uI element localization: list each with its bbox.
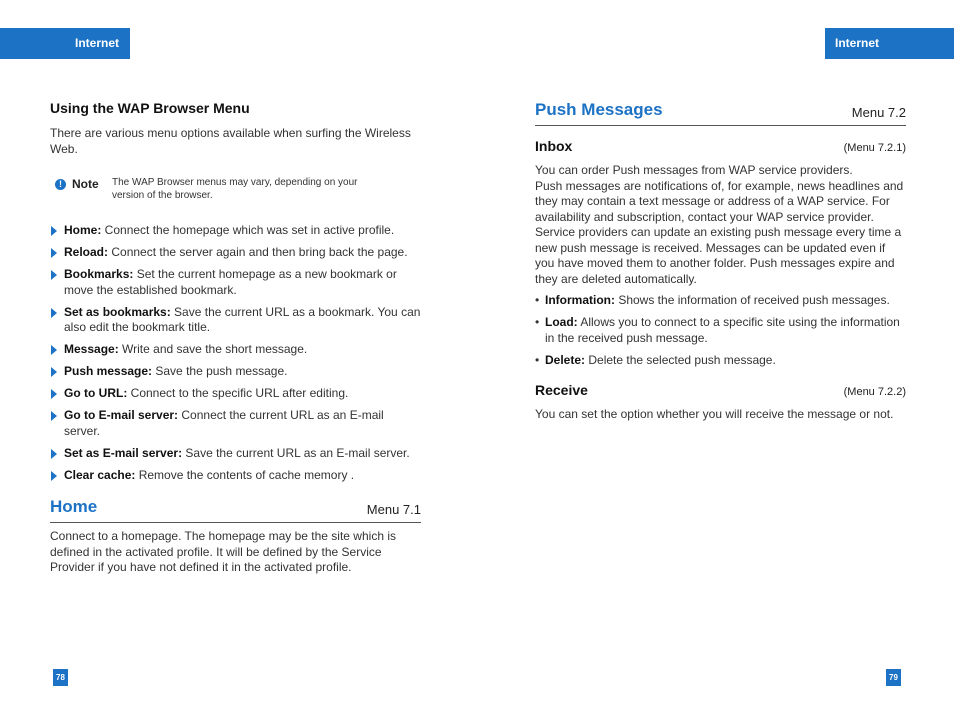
- home-section-header: [50, 497, 421, 523]
- push-messages-header: [535, 100, 906, 126]
- list-item-clear-cache: [50, 468, 421, 484]
- wap-menu-list: [50, 223, 421, 483]
- header-tab-left: [0, 28, 130, 59]
- inbox-paragraph-2: Push messages are notifications of, for example, news headlines and they may contain a text message or address of a WAP service. For availability and subscription, contact your WAP service provider.: [535, 178, 904, 224]
- item-desc: Connect the current URL as an E-mail server.: [64, 408, 384, 438]
- item-label: Clear cache:: [64, 467, 136, 482]
- list-item-push-message: [50, 364, 421, 380]
- list-item-information: [535, 293, 906, 309]
- list-item-delete: [535, 353, 906, 369]
- inbox-menu-number: (Menu 7.2.1): [843, 142, 906, 154]
- list-item-reload: [50, 245, 421, 261]
- receive-text: You can set the option whether you will receive the message or not.: [535, 407, 894, 421]
- triangle-bullet-icon: [51, 367, 57, 377]
- item-desc: Connect to the specific URL after editing.: [127, 386, 349, 400]
- item-desc: Connect the homepage which was set in active profile.: [101, 223, 395, 237]
- wap-menu-heading: Using the WAP Browser Menu: [50, 100, 250, 116]
- item-desc: Shows the information of received push messages.: [615, 293, 890, 307]
- receive-header: [535, 382, 906, 398]
- receive-title: Receive: [535, 382, 588, 398]
- list-item-go-to-email-server: [50, 408, 421, 439]
- item-label: Delete:: [545, 352, 586, 367]
- inbox-option-list: [535, 293, 906, 368]
- item-label: Set as bookmarks:: [64, 304, 171, 319]
- home-section-text: Connect to a homepage. The homepage may be the site which is defined in the activated profile. It will be defined by the Service Provider if you have not defined it in the activated profile.: [50, 529, 396, 574]
- item-desc: Save the current URL as an E-mail server.: [182, 445, 410, 460]
- triangle-bullet-icon: [51, 411, 57, 421]
- inbox-paragraph-3: Service providers can update an existing push message every time a new push message is received. Messages can be updated even if you have moved them to another folder. Push messages expire and they are deleted automatically.: [535, 225, 902, 286]
- push-messages-menu-number: Menu 7.2: [851, 105, 906, 120]
- item-label: Reload:: [64, 245, 109, 259]
- bullet-icon: •: [535, 315, 540, 329]
- triangle-bullet-icon: [51, 449, 57, 459]
- list-item-set-as-bookmarks: [50, 305, 421, 336]
- triangle-bullet-icon: [51, 345, 57, 355]
- list-item-message: [50, 342, 421, 358]
- item-desc: Allows you to connect to a specific site using the information in the received push message.: [545, 315, 900, 345]
- item-label: Push message:: [64, 364, 153, 378]
- header-tab-right: [825, 28, 954, 59]
- note-box: [50, 177, 421, 202]
- list-item-set-as-email-server: [50, 446, 421, 462]
- triangle-bullet-icon: [51, 389, 57, 399]
- inbox-header: [535, 138, 906, 154]
- page-number-right: 79: [886, 669, 901, 686]
- header-tab-right-label: Internet: [835, 36, 880, 50]
- triangle-bullet-icon: [51, 308, 57, 318]
- item-label: Home:: [64, 223, 102, 237]
- item-label: Bookmarks:: [64, 267, 134, 281]
- home-section-title: Home: [50, 497, 98, 516]
- note-text: The WAP Browser menus may vary, depending on your version of the browser.: [112, 177, 358, 201]
- item-label: Go to URL:: [64, 386, 128, 400]
- bullet-icon: •: [535, 293, 540, 307]
- wap-menu-intro: There are various menu options available when surfing the Wireless Web.: [50, 126, 411, 156]
- left-page: [50, 100, 421, 576]
- list-item-home: [50, 223, 421, 239]
- exclamation-icon: !: [55, 179, 66, 190]
- item-desc: Save the current URL as a bookmark. You can also edit the bookmark title.: [64, 304, 421, 334]
- item-desc: Save the push message.: [152, 364, 288, 378]
- item-desc: Set the current homepage as a new bookmark or move the established bookmark.: [64, 267, 397, 297]
- item-label: Message:: [64, 342, 119, 356]
- triangle-bullet-icon: [51, 248, 57, 258]
- push-messages-title: Push Messages: [535, 100, 663, 119]
- item-desc: Connect the server again and then bring back the page.: [108, 245, 408, 259]
- page-number-left: 78: [53, 669, 68, 686]
- item-label: Information:: [545, 293, 615, 307]
- item-desc: Delete the selected push message.: [585, 352, 776, 367]
- header-tab-left-label: Internet: [75, 36, 120, 50]
- item-label: Load:: [545, 315, 578, 329]
- right-page: [535, 100, 906, 423]
- list-item-bookmarks: [50, 267, 421, 298]
- triangle-bullet-icon: [51, 471, 57, 481]
- home-section-menu-number: Menu 7.1: [366, 502, 421, 517]
- list-item-load: [535, 315, 906, 346]
- bullet-icon: •: [535, 352, 540, 367]
- note-label: Note: [72, 177, 99, 191]
- list-item-go-to-url: [50, 386, 421, 402]
- item-label: Go to E-mail server:: [64, 408, 179, 422]
- item-desc: Remove the contents of cache memory .: [135, 467, 355, 482]
- triangle-bullet-icon: [51, 226, 57, 236]
- inbox-title: Inbox: [535, 138, 573, 154]
- inbox-paragraph-1: You can order Push messages from WAP service providers.: [535, 163, 853, 177]
- triangle-bullet-icon: [51, 270, 57, 280]
- item-label: Set as E-mail server:: [64, 445, 183, 460]
- item-desc: Write and save the short message.: [118, 342, 308, 356]
- receive-menu-number: (Menu 7.2.2): [843, 386, 906, 398]
